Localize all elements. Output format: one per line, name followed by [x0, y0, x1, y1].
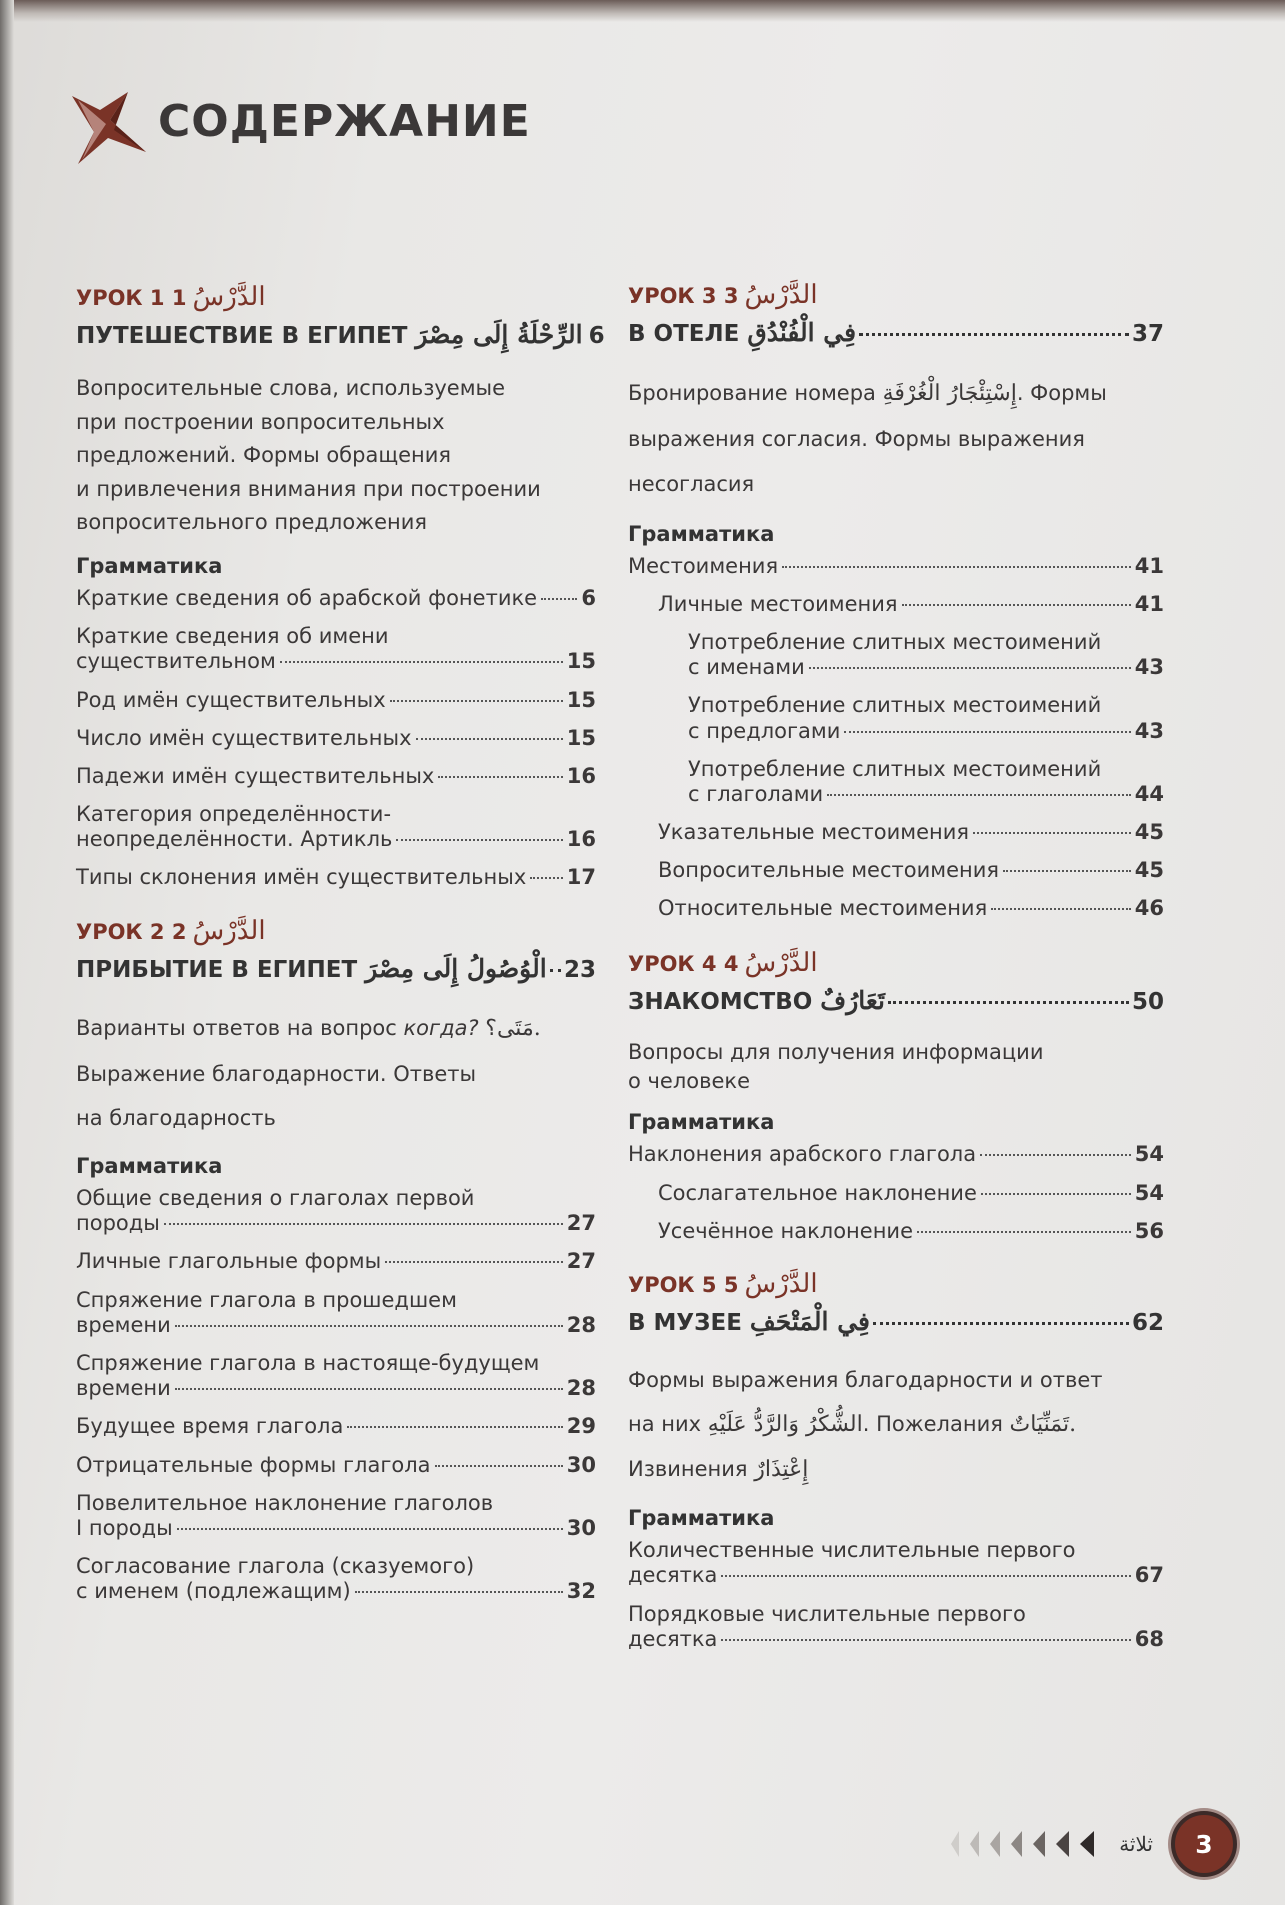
description-text: . Формы	[1016, 381, 1107, 405]
toc-entry[interactable]	[658, 858, 1164, 883]
page-number: 3	[1195, 1829, 1213, 1859]
entry-text: десятка	[628, 1626, 718, 1651]
page-left-edge	[0, 0, 14, 1905]
leader-dots	[530, 877, 562, 879]
toc-entry[interactable]	[76, 688, 596, 713]
lesson-page-number: 50	[1131, 988, 1164, 1015]
entry-text: Род имён существительных	[76, 687, 386, 712]
entry-page: 30	[566, 1515, 596, 1540]
entry-text: с именами	[688, 655, 805, 680]
entry-page: 17	[566, 865, 596, 890]
toc-entry[interactable]	[76, 586, 596, 611]
entry-page: 15	[566, 725, 596, 750]
leader-dots	[844, 731, 1130, 733]
description-line: вопросительного предложения	[76, 510, 428, 535]
toc-left-column	[76, 270, 605, 1617]
lesson-page-number: 62	[1131, 1309, 1164, 1336]
description-line: Выражение благодарности. Ответы	[76, 1061, 477, 1086]
entry-page: 56	[1134, 1218, 1164, 1243]
entry-text-line1: Порядковые числительные первого	[628, 1601, 1026, 1626]
entry-text: породы	[76, 1211, 160, 1236]
chevron-left-icon	[990, 1831, 1000, 1857]
toc-entry[interactable]	[628, 554, 1164, 579]
description-arabic: إِعْتِذَارٌ	[754, 1457, 809, 1483]
toc-entry[interactable]	[76, 1414, 596, 1439]
entry-page: 41	[1134, 591, 1164, 616]
toc-entry[interactable]	[76, 624, 596, 674]
lesson-page-number: 6	[588, 323, 605, 349]
leader-dots	[917, 1231, 1131, 1233]
lesson-title: ЗНАКОМСТВО	[628, 988, 813, 1015]
entry-page: 15	[566, 687, 596, 712]
lesson-2	[76, 904, 596, 1605]
leader-dots	[991, 908, 1131, 910]
description-emphasis: когда?	[403, 1015, 479, 1040]
lesson-title-link[interactable]	[76, 320, 605, 360]
lesson-title-arabic: فِي الْفُنْدُقِ	[747, 318, 857, 347]
description-line	[628, 1447, 1164, 1492]
description-line: при построении вопросительных	[76, 409, 445, 434]
entry-text: Относительные местоимения	[658, 896, 988, 921]
lesson-header	[76, 904, 596, 954]
lesson-description	[628, 370, 1164, 508]
lesson-page-number: 23	[563, 956, 596, 983]
toc-entry[interactable]	[658, 820, 1164, 845]
entry-text: Будущее время глагола	[76, 1414, 344, 1439]
contents-logo-icon	[70, 90, 148, 168]
lesson-1	[76, 270, 605, 891]
lesson-label-arabic: الدَّرْسُ	[744, 1268, 818, 1299]
leader-dots	[438, 776, 562, 778]
toc-right-column	[628, 268, 1164, 1665]
entry-page: 45	[1134, 858, 1164, 883]
toc-entry[interactable]	[76, 1351, 596, 1401]
page-title: СОДЕРЖАНИЕ	[158, 96, 531, 147]
lesson-4	[628, 936, 1164, 1244]
entry-text: десятка	[628, 1563, 718, 1588]
entry-text: Краткие сведения об арабской фонетике	[76, 585, 538, 610]
chevron-left-icon	[1056, 1831, 1069, 1857]
leader-dots	[355, 1591, 563, 1593]
lesson-label: УРОК 4 4	[628, 951, 739, 976]
entry-text-line1: Повелительное наклонение глаголов	[76, 1490, 494, 1515]
entry-text: Указательные местоимения	[658, 820, 970, 845]
leader-dots	[873, 1322, 1129, 1325]
entry-page: 41	[1134, 553, 1164, 578]
entry-text: времени	[76, 1376, 171, 1401]
leader-dots	[859, 333, 1129, 336]
leader-dots	[280, 661, 563, 663]
decorative-chevrons	[951, 1831, 1105, 1857]
lesson-description	[76, 372, 596, 540]
leader-dots	[721, 1639, 1130, 1641]
leader-dots	[1003, 870, 1131, 872]
entry-text: Отрицательные формы глагола	[76, 1452, 431, 1477]
lesson-title-link[interactable]	[628, 986, 1164, 1026]
leader-dots	[721, 1575, 1130, 1577]
entry-text-line1: Употребление слитных местоимений	[688, 693, 1102, 718]
entry-text-line1: Спряжение глагола в прошедшем	[76, 1287, 457, 1312]
lesson-label-arabic: الدَّرْسُ	[192, 915, 266, 946]
entry-page: 16	[566, 827, 596, 852]
leader-dots	[827, 794, 1131, 796]
description-line	[628, 1402, 1164, 1447]
leader-dots	[981, 1193, 1131, 1195]
entry-text: I породы	[76, 1515, 173, 1540]
toc-entry[interactable]	[76, 1288, 596, 1338]
description-line: несогласия	[628, 472, 755, 497]
lesson-description	[76, 1006, 596, 1140]
description-line: Вопросы для получения информации	[628, 1039, 1044, 1064]
entry-page: 15	[566, 649, 596, 674]
toc-entry[interactable]	[688, 693, 1164, 743]
lesson-label-arabic: الدَّرْسُ	[744, 280, 818, 310]
leader-dots	[973, 832, 1131, 834]
description-line	[76, 1006, 596, 1052]
entry-page: 32	[566, 1579, 596, 1604]
leader-dots	[175, 1388, 563, 1390]
lesson-title: ПРИБЫТИЕ В ЕГИПЕТ	[76, 956, 358, 983]
entry-page: 44	[1134, 781, 1164, 806]
toc-entry[interactable]	[76, 764, 596, 789]
page-footer	[951, 1811, 1237, 1877]
toc-entry[interactable]	[658, 1181, 1164, 1206]
toc-entry[interactable]	[658, 1219, 1164, 1244]
entry-text-line1: Спряжение глагола в настояще-будущем	[76, 1350, 540, 1375]
lesson-title-arabic: تَعَارُفٌ	[820, 985, 885, 1015]
description-arabic: الشُّكْرُ وَالرَّدُّ عَلَيْهِ	[707, 1412, 863, 1438]
lesson-label-arabic: الدَّرْسُ	[192, 282, 266, 312]
toc-entry[interactable]	[688, 630, 1164, 680]
lesson-label: УРОК 3 3	[628, 284, 739, 308]
lesson-title-link[interactable]	[628, 318, 1164, 358]
toc-entry[interactable]	[628, 1142, 1164, 1167]
page-number-badge	[1171, 1811, 1237, 1877]
description-line	[628, 370, 1164, 417]
description-line: Вопросительные слова, используемые	[76, 376, 506, 400]
entry-page: 54	[1134, 1180, 1164, 1205]
entry-page: 68	[1134, 1626, 1164, 1651]
leader-dots	[347, 1426, 562, 1428]
description-line: выражения согласия. Формы выражения	[628, 427, 1085, 452]
entry-page: 43	[1134, 655, 1164, 680]
entry-text-line1: Общие сведения о глаголах первой	[76, 1186, 475, 1211]
chevron-left-icon	[1080, 1831, 1094, 1857]
entry-page: 29	[566, 1414, 596, 1439]
entry-text-line1: Употребление слитных местоимений	[688, 629, 1102, 654]
leader-dots	[782, 566, 1131, 568]
entry-page: 27	[566, 1211, 596, 1236]
lesson-title-arabic: الْوُصُولُ إِلَى مِصْرَ	[365, 953, 547, 983]
entry-text: неопределённости. Артикль	[76, 827, 393, 852]
entry-text: времени	[76, 1312, 171, 1337]
entry-text: Усечённое наклонение	[658, 1218, 913, 1243]
lesson-title: В ОТЕЛЕ	[628, 321, 740, 347]
lesson-title-arabic: فِي الْمَتْحَفِ	[749, 1306, 870, 1336]
toc-entry[interactable]	[628, 1602, 1164, 1652]
entry-page: 16	[566, 763, 596, 788]
leader-dots	[902, 604, 1131, 606]
description-arabic: تَمَنِّيَاتٌ.	[1009, 1412, 1077, 1438]
description-line: и привлечения внимания при построении	[76, 476, 541, 501]
lesson-title: В МУЗЕЕ	[628, 1309, 742, 1336]
entry-text: с предлогами	[688, 718, 841, 743]
lesson-label: УРОК 5 5	[628, 1272, 739, 1297]
entry-page: 28	[566, 1376, 596, 1401]
lesson-3	[628, 268, 1164, 922]
toc-entry[interactable]	[76, 1554, 596, 1604]
leader-dots	[177, 1528, 563, 1530]
leader-dots	[390, 700, 563, 702]
description-text: Варианты ответов на вопрос	[76, 1015, 397, 1040]
description-line: на благодарность	[76, 1105, 276, 1130]
leader-dots	[809, 667, 1131, 669]
description-arabic: إِسْتِئْجَارُ الْغُرْفَةِ	[882, 381, 1017, 406]
entry-text: Местоимения	[628, 553, 779, 578]
description-line: Формы выражения благодарности и ответ	[628, 1367, 1103, 1392]
entry-page: 43	[1134, 718, 1164, 743]
lesson-description	[628, 1038, 1164, 1097]
entry-text: существительном	[76, 649, 276, 674]
toc-entry[interactable]	[76, 1453, 596, 1478]
toc-entry[interactable]	[688, 757, 1164, 807]
description-line: предложений. Формы обращения	[76, 443, 452, 468]
leader-dots	[541, 598, 577, 600]
page-number-arabic: ثلاثة	[1119, 1832, 1153, 1856]
toc-entry[interactable]	[76, 865, 596, 890]
entry-text-line1: Краткие сведения об имени	[76, 624, 389, 649]
entry-text: Падежи имён существительных	[76, 763, 435, 788]
leader-dots	[980, 1154, 1131, 1156]
toc-entry[interactable]	[76, 802, 596, 852]
page-top-edge	[0, 0, 1285, 22]
entry-text: Число имён существительных	[76, 725, 412, 750]
toc-entry[interactable]	[658, 592, 1164, 617]
toc-entry[interactable]	[76, 726, 596, 751]
leader-dots	[416, 738, 563, 740]
leader-dots	[888, 1001, 1129, 1004]
lesson-label-arabic: الدَّرْسُ	[744, 947, 818, 978]
leader-dots	[396, 839, 562, 841]
grammar-heading: Грамматика	[76, 553, 223, 578]
grammar-heading: Грамматика	[628, 1110, 775, 1135]
entry-text: Личные глагольные формы	[76, 1249, 382, 1274]
lesson-header	[628, 936, 1164, 986]
leader-dots	[550, 969, 561, 972]
lesson-title-link[interactable]	[76, 954, 596, 994]
lesson-description	[628, 1359, 1164, 1492]
leader-dots	[385, 1261, 563, 1263]
entry-text: с именем (подлежащим)	[76, 1579, 351, 1604]
toc-entry[interactable]	[76, 1491, 596, 1541]
lesson-5	[628, 1257, 1164, 1652]
toc-entry[interactable]	[628, 1538, 1164, 1588]
entry-page: 54	[1134, 1142, 1164, 1167]
entry-text: с глаголами	[688, 781, 824, 806]
entry-page: 46	[1134, 896, 1164, 921]
description-text: Бронирование номера	[628, 381, 876, 405]
toc-entry[interactable]	[76, 1249, 596, 1274]
lesson-header	[76, 270, 596, 320]
description-text: на них	[628, 1412, 702, 1437]
leader-dots	[164, 1223, 563, 1225]
toc-entry[interactable]	[658, 896, 1164, 921]
grammar-heading: Грамматика	[628, 521, 775, 546]
entry-page: 30	[566, 1452, 596, 1477]
lesson-page-number: 37	[1131, 321, 1164, 347]
lesson-header	[628, 268, 1164, 318]
grammar-heading: Грамматика	[76, 1154, 223, 1179]
lesson-title: ПУТЕШЕСТВИЕ В ЕГИПЕТ	[76, 323, 408, 349]
entry-text-line1: Согласование глагола (сказуемого)	[76, 1554, 475, 1579]
description-line: о человеке	[628, 1069, 751, 1094]
entry-text: Личные местоимения	[658, 591, 898, 616]
chevron-left-icon	[1033, 1831, 1045, 1857]
chevron-left-icon	[970, 1831, 979, 1857]
lesson-label: УРОК 1 1	[76, 286, 187, 310]
entry-page: 45	[1134, 820, 1164, 845]
entry-page: 27	[566, 1249, 596, 1274]
entry-page: 28	[566, 1312, 596, 1337]
entry-page: 6	[581, 585, 596, 610]
lesson-label: УРОК 2 2	[76, 919, 187, 944]
entry-text-line1: Категория определённости-	[76, 802, 392, 827]
entry-text-line1: Употребление слитных местоимений	[688, 756, 1102, 781]
lesson-header	[628, 1257, 1164, 1307]
entry-page: 67	[1134, 1563, 1164, 1588]
entry-text: Вопросительные местоимения	[658, 858, 1000, 883]
chevron-left-icon	[1011, 1831, 1022, 1857]
toc-entry[interactable]	[76, 1186, 596, 1236]
lesson-title-arabic: الرِّحْلَةُ إِلَى مِصْرَ	[415, 320, 583, 349]
lesson-title-link[interactable]	[628, 1307, 1164, 1347]
entry-text: Наклонения арабского глагола	[628, 1142, 977, 1167]
description-text: Извинения	[628, 1457, 748, 1482]
leader-dots	[435, 1465, 563, 1467]
chevron-left-icon	[951, 1831, 959, 1857]
grammar-heading: Грамматика	[628, 1506, 775, 1531]
entry-text-line1: Количественные числительные первого	[628, 1538, 1076, 1563]
entry-text: Сослагательное наклонение	[658, 1180, 977, 1205]
leader-dots	[175, 1325, 563, 1327]
description-text: . Пожелания	[862, 1412, 1003, 1437]
description-arabic: مَتَى؟.	[485, 1015, 541, 1041]
entry-text: Типы склонения имён существительных	[76, 865, 527, 890]
